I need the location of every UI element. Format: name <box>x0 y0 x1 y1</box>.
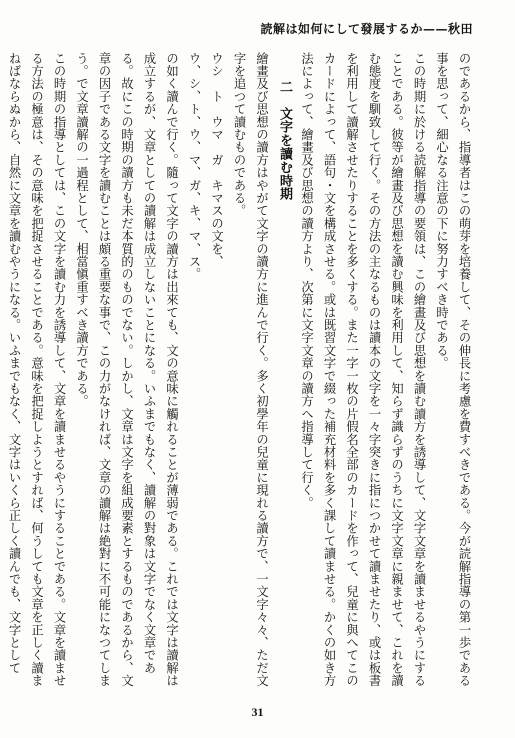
paragraph: 繪畫及び思想の讀方はやがて文字の讀方に進んで行く。多く初學年の兒童に現れる讀方で、一文字々々、ただ文字を追つて讀むものである。 <box>232 52 269 687</box>
running-head: 読解は如何にして發展するか——秋田 <box>260 22 473 36</box>
section-number: 二 <box>277 80 292 94</box>
example-spelled: ウ、シ、ト、ウ、マ、ガ、キ、マ、ス。 <box>187 52 201 281</box>
body-text <box>7 52 475 692</box>
section-heading <box>273 74 296 692</box>
paragraph: の如く讀んで行く。隨って文字の讀方は出來ても、文の意味に觸れることが薄弱である。これでは文字は讀解は成立するが、文章としての讀解は成立しないことになる。いふまでもなく、讀解の對象は文字でなく文章である。故にこの時期の讀方も未だ本質的のものでない。しかし、文章は文字を組成要素とするものであるから、文章の因子である文字を讀むことは頗る重要な事で、この力がなければ、文章の讀解は絶對に不可能になつてしまう。で文章讀解の一過程として、相當愼重すべき讀方である。 <box>74 52 179 687</box>
paragraph: のであるから、指導者はこの萌芽を培養して、その伸長に考慮を費すべきである。今が読解指導の第一歩である事を思って、細心なる注意の下に努力すべき時である。 <box>434 52 471 687</box>
page-number: 31 <box>251 705 264 719</box>
paragraph: この時期の指導としては、この文字を讀む力を誘導して、文章を讀ませるやうにすることである。文章を讀ませる方法の極意は、その意味を把捉させることである。意味を把捉しようとすれば、何うしても文章を正しく讀まねばならぬから、自然に文章を讀むやうになる。いふまでもなく、文字はいくら正しく讀んでも、文字として <box>7 52 66 687</box>
paragraph: この時期に於ける読解指導の要領は、この繪畫及び思想を讀む讀方を誘導して、文字文章を讀ませるやうにすることである。彼等が繪畫及び思想を讀む興味を利用して、知らず識らずのうちに文字文章に親ませて、これを讀む態度を馴致して行く。その方法の主なるものは讀本の文字を一々字突きに指につかせて讀ませたり、或は板書を利用して讀解させたりすることを多くする。また一字一枚の片假名全部のカードを作って、兒童に與へてこのカードによって、語句・文を構成させる。或は既習文字で綴った補充材料を多く課して讀ませる。かくの如き方法によって、繪畫及び思想の讀方より、次第に文字文章の讀方へ指導して行く。 <box>299 52 426 687</box>
example-line: ウシ ト ウマ ガ キマスの文を、 <box>209 52 224 268</box>
section-title: 文字を讀む時期 <box>277 106 292 201</box>
